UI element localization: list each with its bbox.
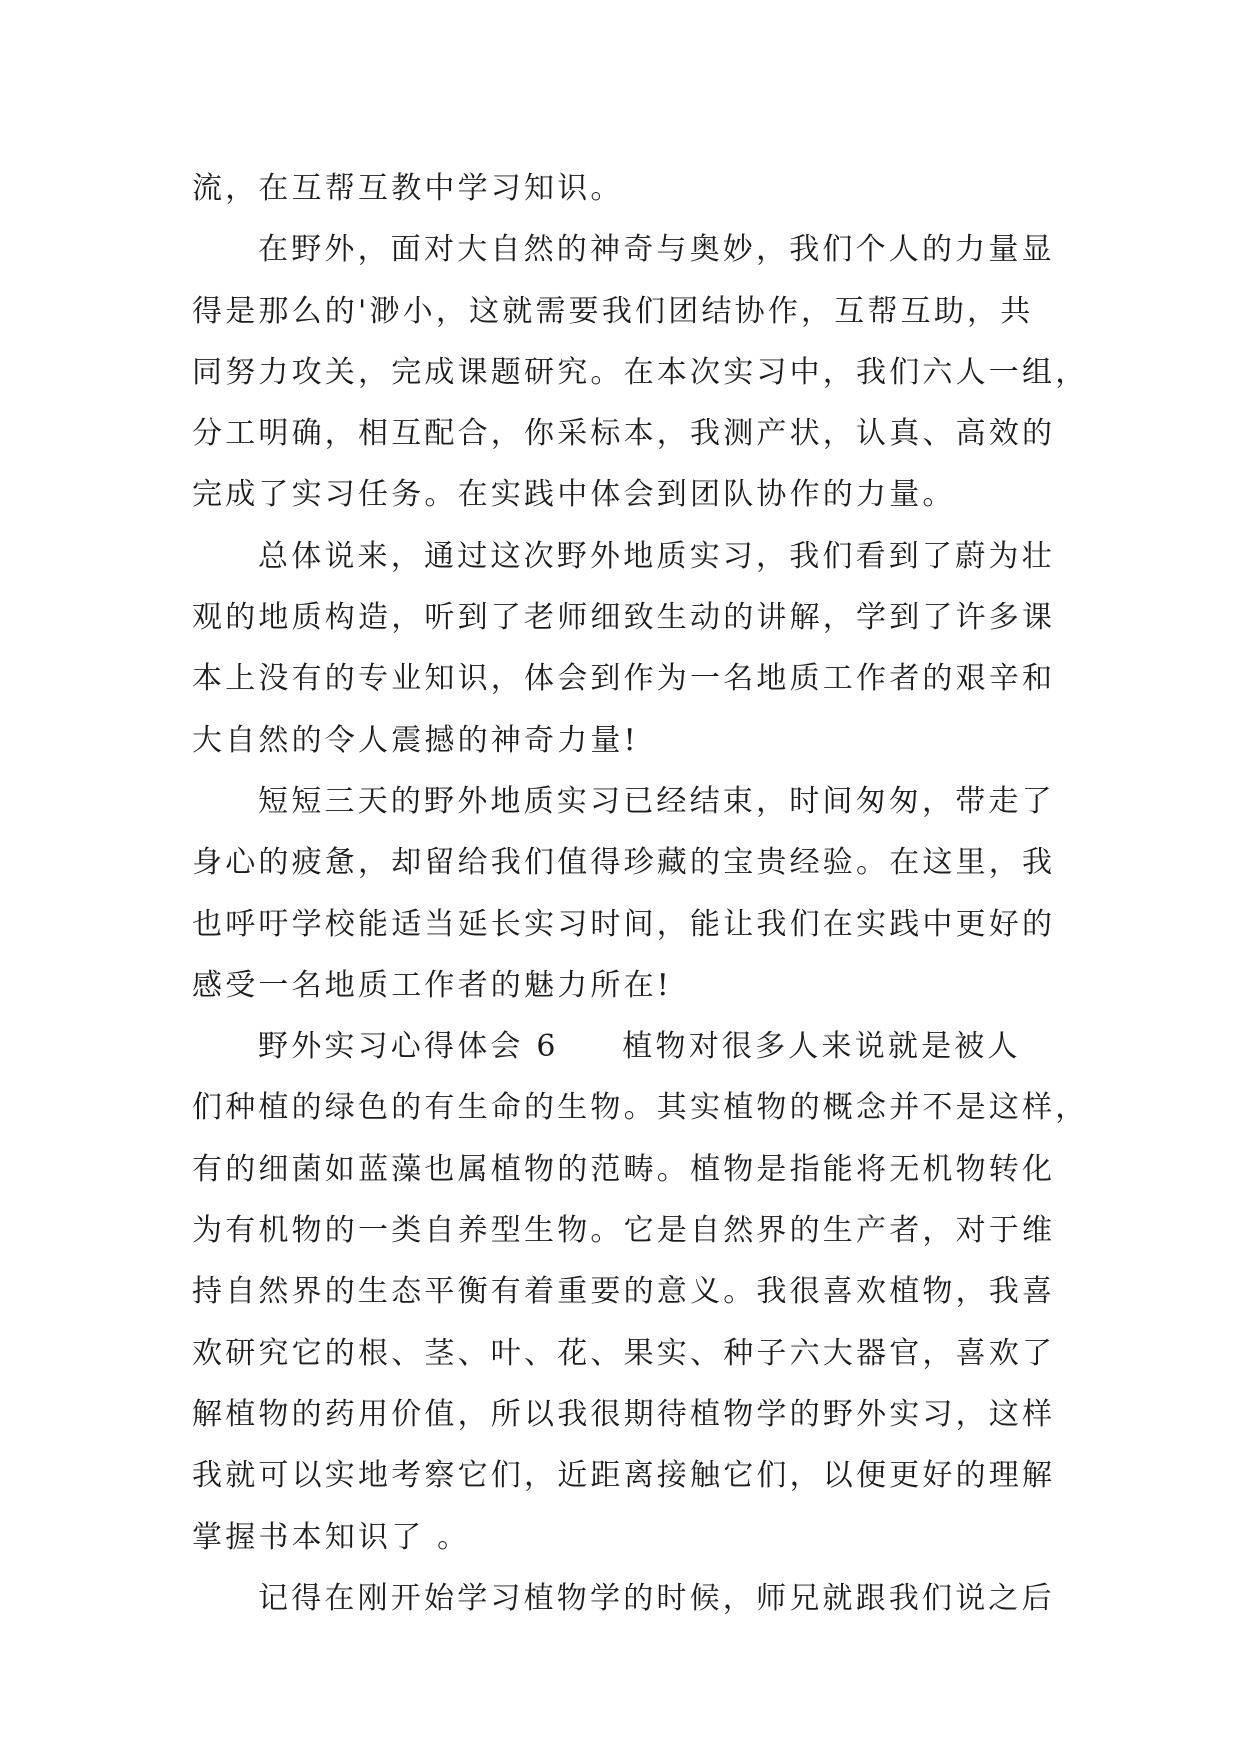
text-line: 流，在互帮互教中学习知识。	[192, 171, 624, 206]
text-line: 掌握书本知识了 。	[192, 1519, 471, 1555]
body-text	[192, 158, 1089, 1629]
text-line: 们种植的绿色的有生命的生物。其实植物的概念并不是这样，	[192, 1090, 1089, 1126]
text-line: 在野外，面对大自然的神奇与奥妙，我们个人的力量显	[258, 232, 1055, 268]
text-line: 感受一名地质工作者的魅力所在!	[192, 967, 673, 1003]
text-line: 欢研究它的根、茎、叶、花、果实、种子六大器官，喜欢了	[192, 1335, 1056, 1371]
text-line: 持自然界的生态平衡有着重要的意义。我很喜欢植物，我喜	[192, 1274, 1056, 1310]
text-line: 记得在刚开始学习植物学的时候，师兄就跟我们说之后	[258, 1580, 1055, 1616]
text-line: 为有机物的一类自养型生物。它是自然界的生产者，对于维	[192, 1213, 1056, 1249]
text-line: 有的细菌如蓝藻也属植物的范畴。植物是指能将无机物转化	[192, 1151, 1056, 1187]
text-line: 完成了实习任务。在实践中体会到团队协作的力量。	[192, 477, 956, 513]
text-line: 总体说来，通过这次野外地质实习，我们看到了蔚为壮	[258, 538, 1055, 574]
text-line: 大自然的令人震撼的神奇力量!	[192, 722, 639, 758]
text-line: 短短三天的野外地质实习已经结束，时间匆匆，带走了	[258, 783, 1055, 819]
text-line: 同努力攻关，完成课题研究。在本次实习中，我们六人一组，	[192, 354, 1089, 390]
text-line: 得是那么的'渺小，这就需要我们团结协作，互帮互助，共	[192, 293, 1034, 329]
text-line: 本上没有的专业知识，体会到作为一名地质工作者的艰辛和	[192, 661, 1056, 697]
text-line: 解植物的药用价值，所以我很期待植物学的野外实习，这样	[192, 1396, 1056, 1432]
text-line: 也呼吁学校能适当延长实习时间，能让我们在实践中更好的	[192, 906, 1056, 942]
text-line: 野外实习心得体会 6 植物对很多人来说就是被人	[258, 1029, 1021, 1065]
text-line: 分工明确，相互配合，你采标本，我测产状，认真、高效的	[192, 416, 1056, 452]
text-line: 我就可以实地考察它们，近距离接触它们，以便更好的理解	[192, 1458, 1056, 1494]
text-line: 身心的疲惫，却留给我们值得珍藏的宝贵经验。在这里，我	[192, 845, 1056, 881]
text-line: 观的地质构造，听到了老师细致生动的讲解，学到了许多课	[192, 600, 1056, 636]
